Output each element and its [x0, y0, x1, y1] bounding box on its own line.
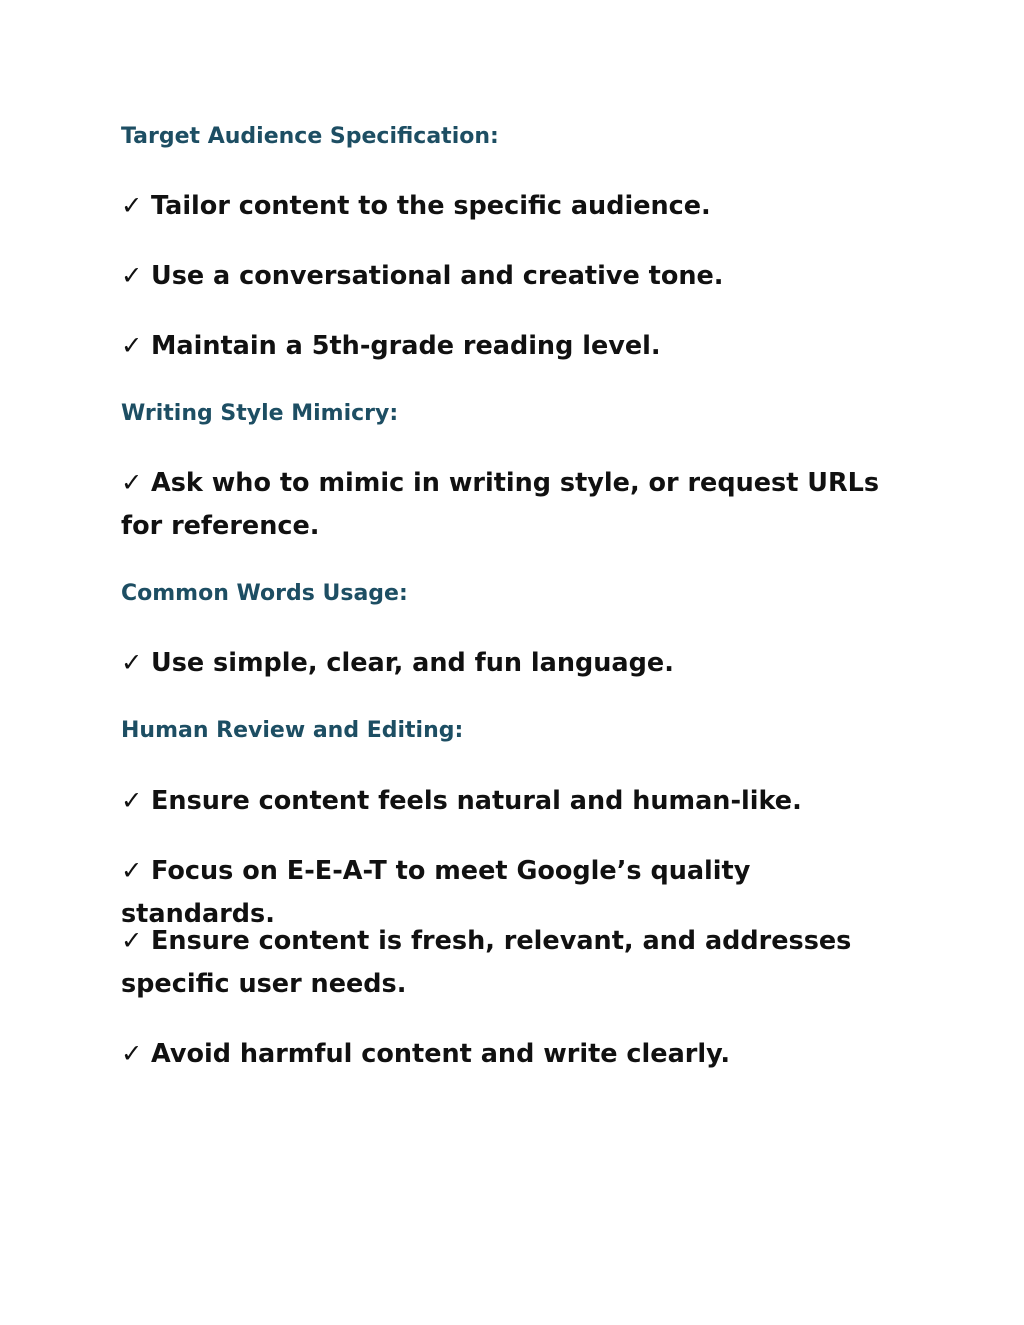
checklist-item-text: Focus on E-E-A-T to meet Google’s quality standards.	[121, 856, 751, 929]
checklist-item-text: Ensure content feels natural and human-like.	[151, 786, 802, 816]
checklist-item-text: Ensure content is fresh, relevant, and addresses specific user needs.	[121, 926, 852, 999]
checklist-item	[121, 920, 911, 1006]
checklist-item-text: Ask who to mimic in writing style, or request URLs for reference.	[121, 468, 880, 541]
check-icon: ✓	[121, 191, 143, 221]
checklist-item-text: Avoid harmful content and write clearly.	[151, 1039, 731, 1069]
section-heading-human-review: Human Review and Editing:	[121, 718, 464, 743]
check-icon: ✓	[121, 468, 143, 498]
check-icon: ✓	[121, 331, 143, 361]
checklist-item	[121, 780, 911, 823]
section-heading-target-audience: Target Audience Specification:	[121, 124, 499, 149]
section-heading-common-words: Common Words Usage:	[121, 581, 408, 606]
check-icon: ✓	[121, 261, 143, 291]
checklist-item	[121, 255, 911, 298]
checklist-item	[121, 1033, 911, 1076]
checklist-item-text: Use a conversational and creative tone.	[151, 261, 724, 291]
check-icon: ✓	[121, 786, 143, 816]
check-icon: ✓	[121, 648, 143, 678]
section-heading-writing-style: Writing Style Mimicry:	[121, 401, 399, 426]
check-icon: ✓	[121, 926, 143, 956]
check-icon: ✓	[121, 856, 143, 886]
checklist-item	[121, 185, 911, 228]
checklist-item	[121, 325, 911, 368]
checklist-item	[121, 462, 911, 548]
checklist-item-text: Use simple, clear, and fun language.	[151, 648, 674, 678]
check-icon: ✓	[121, 1039, 143, 1069]
checklist-item-text: Maintain a 5th-grade reading level.	[151, 331, 661, 361]
checklist-item-text: Tailor content to the specific audience.	[151, 191, 711, 221]
checklist-item	[121, 642, 911, 685]
